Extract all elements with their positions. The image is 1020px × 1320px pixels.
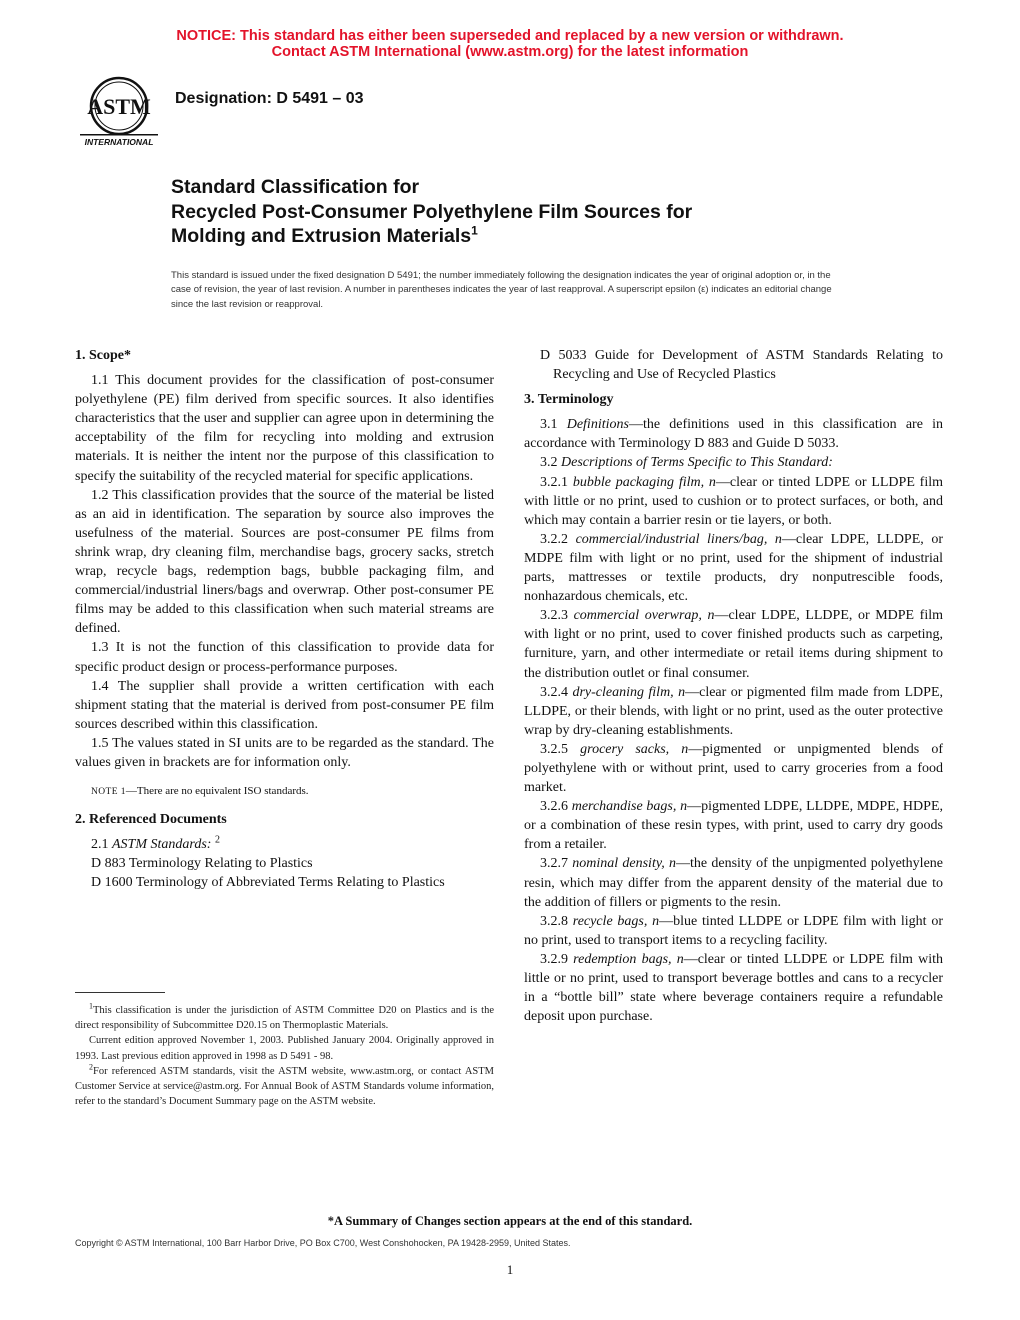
- logo-subtext: INTERNATIONAL: [84, 137, 154, 147]
- left-column: [75, 346, 494, 893]
- title-line-3: Molding and Extrusion Materials$^1$: [171, 223, 478, 247]
- term-definition: 3.2.4 dry-cleaning film, n—clear or pigmented film made from LDPE, LLDPE, or their blends, with light or no print, used as the outer protective wrap by dry-cleaning establishments.: [524, 684, 943, 738]
- withdrawn-notice: [0, 28, 1020, 60]
- term-definition: 3.2.1 bubble packaging film, n—clear or tinted LDPE or LLDPE film with little or no print, used to cushion or to protect surfaces, or both, and which may contain a barrier resin or tie layers, or both.: [524, 474, 944, 528]
- footnotes: [75, 1003, 494, 1109]
- paragraph-3-1: 3.1 Definitions—the definitions used in this classification are in accordance with Terminology D 883 and Guide D 5033.: [524, 417, 944, 452]
- title-footnote-mark: 1: [471, 223, 478, 238]
- term-definition: 3.2.7 nominal density, n—the density of the unpigmented polyethylene resin, which may differ from the apparent density of the material due to the addition of fillers or pigments to the resin.: [524, 856, 943, 910]
- reference-d883: D 883 Terminology Relating to Plastics: [91, 856, 313, 872]
- summary-of-changes-note: *A Summary of Changes section appears at the end of this standard.: [327, 1214, 693, 1228]
- paragraph-1-2: 1.2 This classification provides that the source of the material be listed as an aid in identification. The separation by source also improves the usefulness of the material. Sources are post-consumer PE films from shrink wrap, dry cleaning film, merchandise bags, grocery sacks, stretch wrap, recycle bags, redemption bags, bubble packaging film, and commercial/industrial liners/bags and overwrap. Other post-consumer PE films may be added to this classification when such material streams are defined.: [75, 487, 494, 637]
- paragraph-2-1: 2.1 ASTM Standards: $^2$: [91, 834, 220, 853]
- page-number: 1: [506, 1262, 514, 1277]
- footnote-1-edition: Current edition approved November 1, 2003. Published January 2004. Originally approved in 1993. Last previous edition approved in 1998 as D 5491 - 98.: [75, 1035, 494, 1062]
- term-definition: 3.2.2 commercial/industrial liners/bag, n—clear LDPE, LLDPE, or MDPE film with light or no print, used for the shipment of industrial parts, mattresses or textile products, dry nonputrescible foods, nonhazardous chemicals, etc.: [524, 531, 943, 605]
- term-definition: 3.2.5 grocery sacks, n—pigmented or unpigmented blends of polyethylene with or without print, used to carry groceries from a food market.: [524, 741, 943, 796]
- note-1: NOTE 1—There are no equivalent ISO standards.: [91, 785, 309, 798]
- notice-line-2: Contact ASTM International (www.astm.org) for the latest information: [271, 44, 749, 60]
- issuance-statement: This standard is issued under the fixed designation D 5491; the number immediately following the designation indicates the year of original adoption or, in the case of revision, the year of last revision. A number in parentheses indicates the year of last reapproval. A superscript epsilon (ε) indicates an editorial change since the last revision or reapproval.: [171, 270, 832, 310]
- section-heading-referenced-documents: 2. Referenced Documents: [75, 812, 227, 828]
- footnote-divider: [75, 992, 165, 993]
- copyright-line: Copyright © ASTM International, 100 Barr Harbor Drive, PO Box C700, West Conshohocken, PA 19428-2959, United States.: [75, 1238, 571, 1248]
- paragraph-1-3: 1.3 It is not the function of this classification to provide data for specific product design or process-performance purposes.: [75, 640, 494, 675]
- title-line-1: Standard Classification for: [171, 176, 420, 198]
- title-line-2: Recycled Post-Consumer Polyethylene Film Sources for: [171, 200, 693, 223]
- term-definition: 3.2.3 commercial overwrap, n—clear LDPE, LLDPE, or MDPE film with light or no print, used to cover finished products such as carpeting, furniture, yarn, and other intermediate or retail items during shipment to the distribution outlet or final consumer.: [524, 608, 943, 681]
- footnote-1: $^1$This classification is under the jurisdiction of ASTM Committee D20 on Plastics and is the direct responsibility of Subcommittee D20.15 on Thermoplastic Materials.: [75, 1001, 494, 1032]
- reference-d5033: D 5033 Guide for Development of ASTM Standards Relating to Recycling and Use of Recycled Plastics: [540, 348, 943, 383]
- paragraph-1-4: 1.4 The supplier shall provide a written certification with each shipment stating that the material is derived from post-consumer PE film sources described within this classification.: [75, 678, 494, 732]
- paragraph-1-5: 1.5 The values stated in SI units are to be regarded as the standard. The values given in brackets are for information only.: [75, 735, 494, 770]
- section-heading-scope: 1. Scope*: [75, 348, 131, 363]
- right-column: [524, 346, 943, 1026]
- term-definition: 3.2.6 merchandise bags, n—pigmented LDPE, LLDPE, MDPE, HDPE, or a combination of these resin types, with print, used to carry dry goods from a retailer.: [524, 799, 943, 853]
- notice-line-1: NOTICE: This standard has either been superseded and replaced by a new version or withdrawn.: [176, 28, 844, 44]
- footnote-2: $^2$For referenced ASTM standards, visit the ASTM website, www.astm.org, or contact ASTM Customer Service at service@astm.org. For Annual Book of ASTM Standards volume information, refer to the standard’s Document Summary page on the ASTM website.: [75, 1062, 494, 1108]
- document-title: [171, 175, 891, 249]
- reference-d1600: D 1600 Terminology of Abbreviated Terms Relating to Plastics: [91, 875, 445, 891]
- term-definition: 3.2.9 redemption bags, n—clear or tinted LLDPE or LDPE film with little or no print, used to transport beverage bottles and cans to a recycler in a “bottle bill” state where beverage containers require a refundable deposit upon purchase.: [524, 951, 944, 1025]
- terms-list: [524, 473, 943, 1027]
- logo-text: ASTM: [87, 94, 151, 119]
- paragraph-1-1: 1.1 This document provides for the classification of post-consumer polyethylene (PE) film derived from specific sources. It also identifies characteristics that the user and supplier can agree upon in determining the acceptability of the film for recycling into molding and extrusion materials. It is neither the intent nor the purpose of this classification to specify the suitability of the recycled material for specific applications.: [75, 373, 494, 484]
- astm-logo-icon: [76, 70, 162, 150]
- term-definition: 3.2.8 recycle bags, n—blue tinted LLDPE or LDPE film with light or no print, used to transport items to a recycling facility.: [524, 913, 943, 948]
- paragraph-3-2: 3.2 Descriptions of Terms Specific to This Standard:: [540, 455, 833, 471]
- designation: Designation: D 5491 – 03: [175, 90, 364, 107]
- section-heading-terminology: 3. Terminology: [524, 392, 614, 408]
